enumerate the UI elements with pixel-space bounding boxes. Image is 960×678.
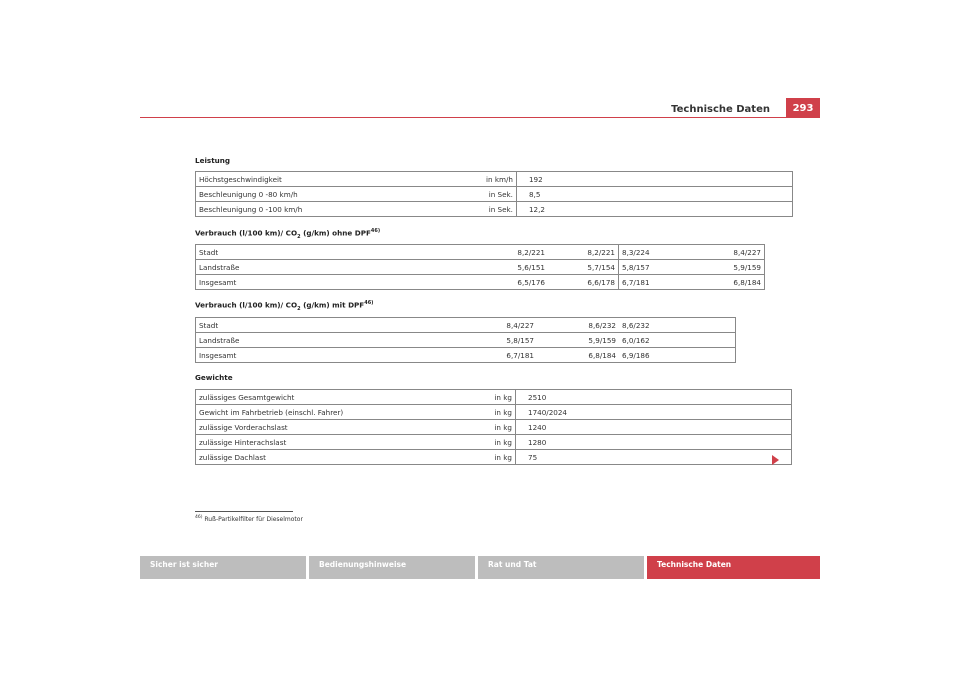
- row-label: Beschleunigung 0 -100 km/h: [196, 202, 484, 217]
- cell-value: 8,4/227: [486, 318, 537, 333]
- row-value: 1280: [516, 435, 792, 450]
- table-verbrauch-ohne-dpf: [195, 244, 765, 290]
- cell-empty: [653, 318, 736, 333]
- footnote-marker: 46): [195, 515, 203, 520]
- cell-value: 8,6/232: [619, 318, 653, 333]
- table-row: [196, 187, 793, 202]
- section-title-leistung: Leistung: [195, 156, 231, 165]
- cell-value: 5,6/151: [498, 260, 548, 275]
- cell-value: 6,7/181: [619, 275, 692, 290]
- row-label: zulässige Dachlast: [196, 450, 484, 465]
- footnote-ref[interactable]: 46): [364, 300, 374, 306]
- row-value: 1740/2024: [516, 405, 792, 420]
- table-row: [196, 420, 792, 435]
- table-leistung: [195, 171, 793, 217]
- row-label: zulässiges Gesamtgewicht: [196, 390, 484, 405]
- table-row: [196, 260, 765, 275]
- row-value: 1240: [516, 420, 792, 435]
- row-unit: in kg: [483, 420, 516, 435]
- row-label: Höchstgeschwindigkeit: [196, 172, 484, 187]
- title-subscript: 2: [297, 305, 301, 312]
- row-value: 12,2: [516, 202, 792, 217]
- cell-value: 6,6/178: [548, 275, 619, 290]
- row-unit: in kg: [483, 405, 516, 420]
- table-verbrauch-mit-dpf: [195, 317, 736, 363]
- header-divider: [140, 117, 820, 118]
- row-value: 192: [516, 172, 792, 187]
- title-text: Verbrauch (l/100 km)/ CO: [195, 300, 298, 310]
- cell-value: 5,8/157: [619, 260, 692, 275]
- title-text: Verbrauch (l/100 km)/ CO: [195, 228, 298, 238]
- cell-value: 5,8/157: [486, 333, 537, 348]
- section-title-gewichte: Gewichte: [195, 373, 233, 382]
- footnote: [195, 515, 303, 523]
- row-label: Insgesamt: [196, 348, 487, 363]
- row-label: Landstraße: [196, 333, 487, 348]
- cell-value: 6,0/162: [619, 333, 653, 348]
- row-label: zulässige Hinterachslast: [196, 435, 484, 450]
- row-label: Stadt: [196, 318, 487, 333]
- table-row: [196, 450, 792, 465]
- cell-value: 5,7/154: [548, 260, 619, 275]
- table-row: [196, 333, 736, 348]
- cell-empty: [653, 333, 736, 348]
- row-label: Landstraße: [196, 260, 499, 275]
- footer-tab-sicher-ist-sicher[interactable]: Sicher ist sicher: [140, 556, 306, 579]
- title-text-suffix: (g/km) ohne DPF: [300, 228, 371, 238]
- table-row: [196, 348, 736, 363]
- section-title-verbrauch-mit-dpf: [195, 300, 373, 312]
- section-title-verbrauch-ohne-dpf: [195, 228, 380, 240]
- row-unit: in kg: [483, 450, 516, 465]
- cell-value: 8,2/221: [548, 245, 619, 260]
- cell-value: 5,9/159: [537, 333, 619, 348]
- table-row: [196, 435, 792, 450]
- cell-value: 8,3/224: [619, 245, 692, 260]
- footnote-text: Ruß-Partikelfilter für Dieselmotor: [204, 516, 303, 523]
- cell-value: 5,9/159: [691, 260, 765, 275]
- cell-value: 6,9/186: [619, 348, 653, 363]
- row-value: 75: [516, 450, 792, 465]
- cell-value: 6,5/176: [498, 275, 548, 290]
- cell-value: 8,2/221: [498, 245, 548, 260]
- table-row: [196, 390, 792, 405]
- row-unit: in Sek.: [483, 202, 516, 217]
- footnote-ref[interactable]: 46): [370, 228, 381, 234]
- table-row: [196, 405, 792, 420]
- cell-value: 6,8/184: [691, 275, 765, 290]
- row-label: Gewicht im Fahrbetrieb (einschl. Fahrer): [196, 405, 484, 420]
- cell-empty: [653, 348, 736, 363]
- cell-value: 6,7/181: [486, 348, 537, 363]
- row-unit: in kg: [483, 435, 516, 450]
- footer-tab-rat-und-tat[interactable]: Rat und Tat: [478, 556, 644, 579]
- row-label: zulässige Vorderachslast: [196, 420, 484, 435]
- table-row: [196, 172, 793, 187]
- table-row: [196, 275, 765, 290]
- row-unit: in Sek.: [483, 187, 516, 202]
- page-number: 293: [786, 98, 820, 118]
- table-row: [196, 245, 765, 260]
- title-text-suffix: (g/km) mit DPF: [300, 300, 365, 310]
- cell-value: 8,4/227: [691, 245, 765, 260]
- row-label: Beschleunigung 0 -80 km/h: [196, 187, 484, 202]
- table-row: [196, 318, 736, 333]
- row-unit: in km/h: [483, 172, 516, 187]
- row-label: Insgesamt: [196, 275, 499, 290]
- title-subscript: 2: [297, 233, 301, 240]
- row-value: 2510: [516, 390, 792, 405]
- next-page-arrow-icon[interactable]: [772, 455, 779, 465]
- page-header-title: Technische Daten: [671, 104, 770, 115]
- cell-value: 8,6/232: [537, 318, 619, 333]
- footer-tab-bedienungshinweise[interactable]: Bedienungshinweise: [309, 556, 475, 579]
- footnote-divider: [195, 511, 293, 512]
- row-unit: in kg: [483, 390, 516, 405]
- footer-tab-technische-daten[interactable]: Technische Daten: [647, 556, 820, 579]
- table-gewichte: [195, 389, 792, 465]
- table-row: [196, 202, 793, 217]
- row-value: 8,5: [516, 187, 792, 202]
- cell-value: 6,8/184: [537, 348, 619, 363]
- row-label: Stadt: [196, 245, 499, 260]
